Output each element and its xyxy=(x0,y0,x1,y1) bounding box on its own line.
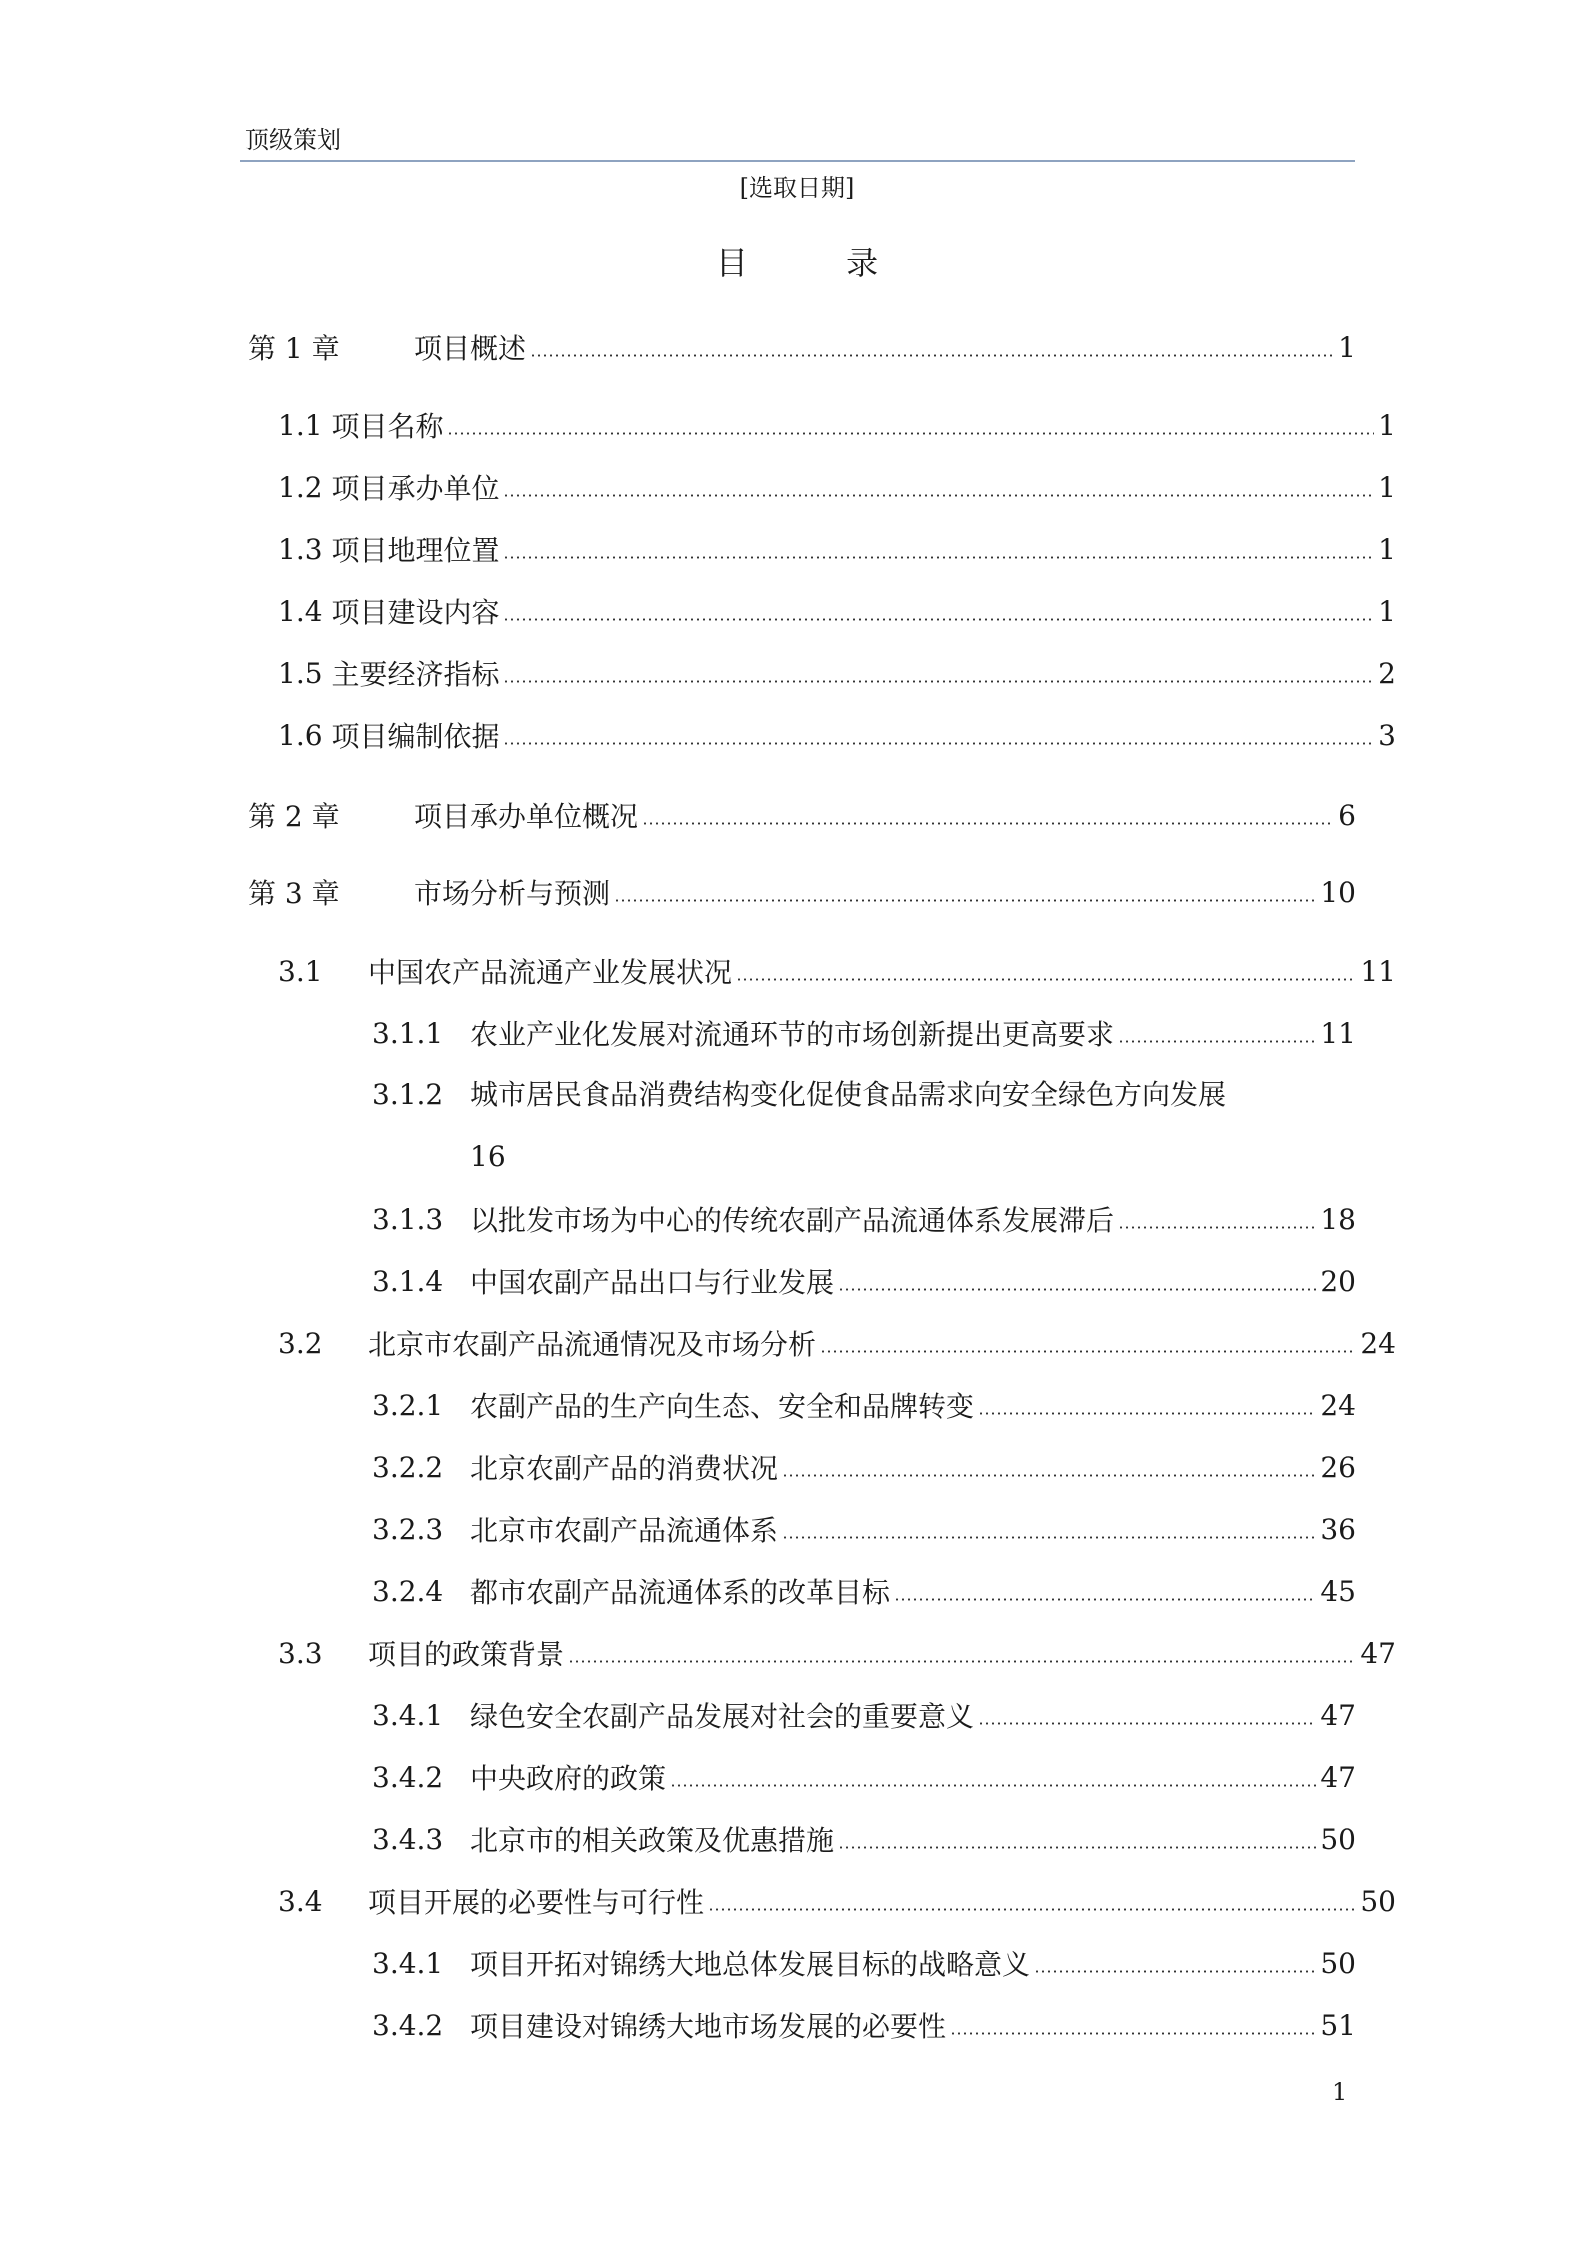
toc-entry-number: 1.3 xyxy=(278,532,323,566)
toc-entry-page: 11 xyxy=(1320,1016,1356,1050)
toc-entry-1-2[interactable] xyxy=(278,467,1396,507)
toc-entry-number: 3.4 xyxy=(278,1884,323,1918)
toc-entry-number: 3.1.4 xyxy=(372,1264,444,1298)
toc-entry-page: 1 xyxy=(1338,330,1356,364)
toc-entry-page: 1 xyxy=(1378,470,1396,504)
toc-entry-number: 3.3 xyxy=(278,1636,323,1670)
toc-entry-3-1-4[interactable] xyxy=(372,1261,1356,1301)
toc-entry-page: 47 xyxy=(1320,1760,1356,1794)
dot-leader xyxy=(503,618,1374,621)
dot-leader xyxy=(708,1908,1356,1911)
toc-entry-number: 3.1 xyxy=(278,954,323,988)
toc-entry-3-4[interactable] xyxy=(278,1881,1396,1921)
toc-entry-title: 项目承办单位 xyxy=(331,472,500,505)
toc-entry-title: 项目地理位置 xyxy=(331,534,500,567)
toc-entry-title: 项目承办单位概况 xyxy=(414,800,639,833)
header-title: 顶级策划 xyxy=(245,126,341,154)
toc-entry-page: 1 xyxy=(1378,532,1396,566)
toc-entry-number: 3.2 xyxy=(278,1326,323,1360)
toc-entry-page: 11 xyxy=(1360,954,1396,988)
toc-entry-number: 第 1 章 xyxy=(248,332,340,365)
toc-entry-title: 项目的政策背景 xyxy=(368,1638,565,1671)
dot-leader xyxy=(503,680,1374,683)
toc-entry-title: 主要经济指标 xyxy=(331,658,500,691)
toc-entry-chapter-2[interactable] xyxy=(248,795,1356,835)
toc-entry-title: 项目开拓对锦绣大地总体发展目标的战略意义 xyxy=(470,1948,1031,1981)
toc-entry-page: 36 xyxy=(1320,1512,1356,1546)
page-number: 1 xyxy=(1332,2078,1348,2106)
dot-leader xyxy=(1034,1970,1316,1973)
toc-entry-number: 1.1 xyxy=(278,408,323,442)
toc-entry-3-2[interactable] xyxy=(278,1323,1396,1363)
toc-entry-3-1-1[interactable] xyxy=(372,1013,1356,1053)
dot-leader xyxy=(782,1474,1316,1477)
dot-leader xyxy=(530,354,1334,357)
toc-entry-3-3-1[interactable] xyxy=(372,1695,1356,1735)
dot-leader xyxy=(1118,1226,1316,1229)
toc-entry-title: 都市农副产品流通体系的改革目标 xyxy=(470,1576,891,1609)
dot-leader xyxy=(503,742,1374,745)
toc-entry-number: 3.1.1 xyxy=(372,1016,444,1050)
toc-entry-number: 3.2.1 xyxy=(372,1388,444,1422)
toc-entry-1-3[interactable] xyxy=(278,529,1396,569)
toc-entry-3-4-2[interactable] xyxy=(372,2005,1356,2045)
toc-entry-page: 20 xyxy=(1320,1264,1356,1298)
toc-entry-title: 项目概述 xyxy=(414,332,527,365)
dot-leader xyxy=(503,494,1374,497)
toc-entry-3-1-3[interactable] xyxy=(372,1199,1356,1239)
toc-entry-number: 3.4.3 xyxy=(372,1822,444,1856)
date-placeholder[interactable]: [选取日期] xyxy=(739,174,855,202)
toc-entry-number: 3.2.3 xyxy=(372,1512,444,1546)
toc-title: 目 录 xyxy=(715,244,923,282)
toc-entry-page: 24 xyxy=(1360,1326,1396,1360)
toc-entry-title: 农副产品的生产向生态、安全和品牌转变 xyxy=(470,1390,975,1423)
toc-entry-page: 50 xyxy=(1320,1946,1356,1980)
toc-entry-page: 1 xyxy=(1378,408,1396,442)
toc-entry-title: 项目建设内容 xyxy=(331,596,500,629)
dot-leader xyxy=(950,2032,1316,2035)
toc-entry-title: 农业产业化发展对流通环节的市场创新提出更高要求 xyxy=(470,1018,1115,1051)
toc-entry-page: 47 xyxy=(1320,1698,1356,1732)
toc-entry-3-3-2[interactable] xyxy=(372,1757,1356,1797)
toc-entry-number: 3.2.4 xyxy=(372,1574,444,1608)
toc-entry-1-1[interactable] xyxy=(278,405,1396,445)
toc-entry-page: 50 xyxy=(1320,1822,1356,1856)
dot-leader xyxy=(642,822,1334,825)
toc-entry-title: 项目编制依据 xyxy=(331,720,500,753)
toc-entry-number: 1.6 xyxy=(278,718,323,752)
toc-entry-3-3[interactable] xyxy=(278,1633,1396,1673)
toc-entry-page: 24 xyxy=(1320,1388,1356,1422)
toc-entry-page: 10 xyxy=(1320,875,1356,909)
toc-entry-title: 以批发市场为中心的传统农副产品流通体系发展滞后 xyxy=(470,1204,1115,1237)
toc-entry-title: 北京农副产品的消费状况 xyxy=(470,1452,779,1485)
toc-entry-chapter-3[interactable] xyxy=(248,872,1356,912)
toc-entry-3-1[interactable] xyxy=(278,951,1396,991)
toc-entry-page: 6 xyxy=(1338,798,1356,832)
dot-leader xyxy=(978,1412,1316,1415)
toc-entry-1-6[interactable] xyxy=(278,715,1396,755)
toc-entry-3-4-1[interactable] xyxy=(372,1943,1356,1983)
dot-leader xyxy=(670,1784,1316,1787)
toc-entry-page: 26 xyxy=(1320,1450,1356,1484)
toc-entry-1-5[interactable] xyxy=(278,653,1396,693)
toc-entry-number: 1.5 xyxy=(278,656,323,690)
toc-entry-title: 中央政府的政策 xyxy=(470,1762,667,1795)
toc-entry-3-2-2[interactable] xyxy=(372,1447,1356,1487)
toc-entry-title: 北京市的相关政策及优惠措施 xyxy=(470,1824,835,1857)
toc-entry-page: 51 xyxy=(1320,2008,1356,2042)
toc-entry-number: 1.2 xyxy=(278,470,323,504)
toc-entry-title: 北京市农副产品流通体系 xyxy=(470,1514,779,1547)
toc-entry-3-2-4[interactable] xyxy=(372,1571,1356,1611)
toc-entry-number: 1.4 xyxy=(278,594,323,628)
toc-entry-number: 3.4.2 xyxy=(372,1760,444,1794)
dot-leader xyxy=(736,978,1356,981)
toc-entry-number: 3.4.1 xyxy=(372,1698,444,1732)
dot-leader xyxy=(614,899,1316,902)
toc-entry-number: 3.4.1 xyxy=(372,1946,444,1980)
toc-entry-page: 47 xyxy=(1360,1636,1396,1670)
dot-leader xyxy=(1118,1040,1316,1043)
dot-leader xyxy=(820,1350,1356,1353)
toc-entry-title: 项目建设对锦绣大地市场发展的必要性 xyxy=(470,2010,947,2043)
toc-entry-title: 市场分析与预测 xyxy=(414,877,611,910)
toc-entry-number: 3.4.2 xyxy=(372,2008,444,2042)
toc-entry-number: 第 2 章 xyxy=(248,800,340,833)
header-rule xyxy=(240,160,1355,162)
dot-leader xyxy=(503,556,1374,559)
dot-leader xyxy=(978,1722,1316,1725)
toc-entry-title: 项目名称 xyxy=(331,410,444,443)
toc-entry-number: 3.1.2 xyxy=(372,1078,444,1111)
toc-entry-page: 18 xyxy=(1320,1202,1356,1236)
toc-entry-page: 45 xyxy=(1320,1574,1356,1608)
dot-leader xyxy=(894,1598,1316,1601)
toc-entry-1-4[interactable] xyxy=(278,591,1396,631)
dot-leader xyxy=(447,432,1374,435)
toc-entry-title: 绿色安全农副产品发展对社会的重要意义 xyxy=(470,1700,975,1733)
toc-entry-title: 中国农副产品出口与行业发展 xyxy=(470,1266,835,1299)
toc-entry-number: 3.2.2 xyxy=(372,1450,444,1484)
toc-entry-page: 3 xyxy=(1378,718,1396,752)
toc-entry-3-3-3[interactable] xyxy=(372,1819,1356,1859)
toc-entry-page: 50 xyxy=(1360,1884,1396,1918)
toc-entry-title: 中国农产品流通产业发展状况 xyxy=(368,956,733,989)
toc-entry-page: 16 xyxy=(470,1140,506,1173)
toc-entry-number: 3.1.3 xyxy=(372,1202,444,1236)
toc-entry-title: 城市居民食品消费结构变化促使食品需求向安全绿色方向发展 xyxy=(470,1078,1227,1111)
toc-entry-chapter-1[interactable] xyxy=(248,327,1356,367)
toc-entry-wrap-line xyxy=(372,1075,1226,1115)
toc-entry-title: 北京市农副产品流通情况及市场分析 xyxy=(368,1328,817,1361)
toc-entry-page: 2 xyxy=(1378,656,1396,690)
dot-leader xyxy=(838,1846,1316,1849)
toc-entry-3-2-3[interactable] xyxy=(372,1509,1356,1549)
toc-entry-number: 第 3 章 xyxy=(248,877,340,910)
dot-leader xyxy=(782,1536,1316,1539)
toc-entry-3-2-1[interactable] xyxy=(372,1385,1356,1425)
dot-leader xyxy=(568,1660,1356,1663)
dot-leader xyxy=(838,1288,1316,1291)
toc-entry-page: 1 xyxy=(1378,594,1396,628)
toc-entry-title: 项目开展的必要性与可行性 xyxy=(368,1886,705,1919)
